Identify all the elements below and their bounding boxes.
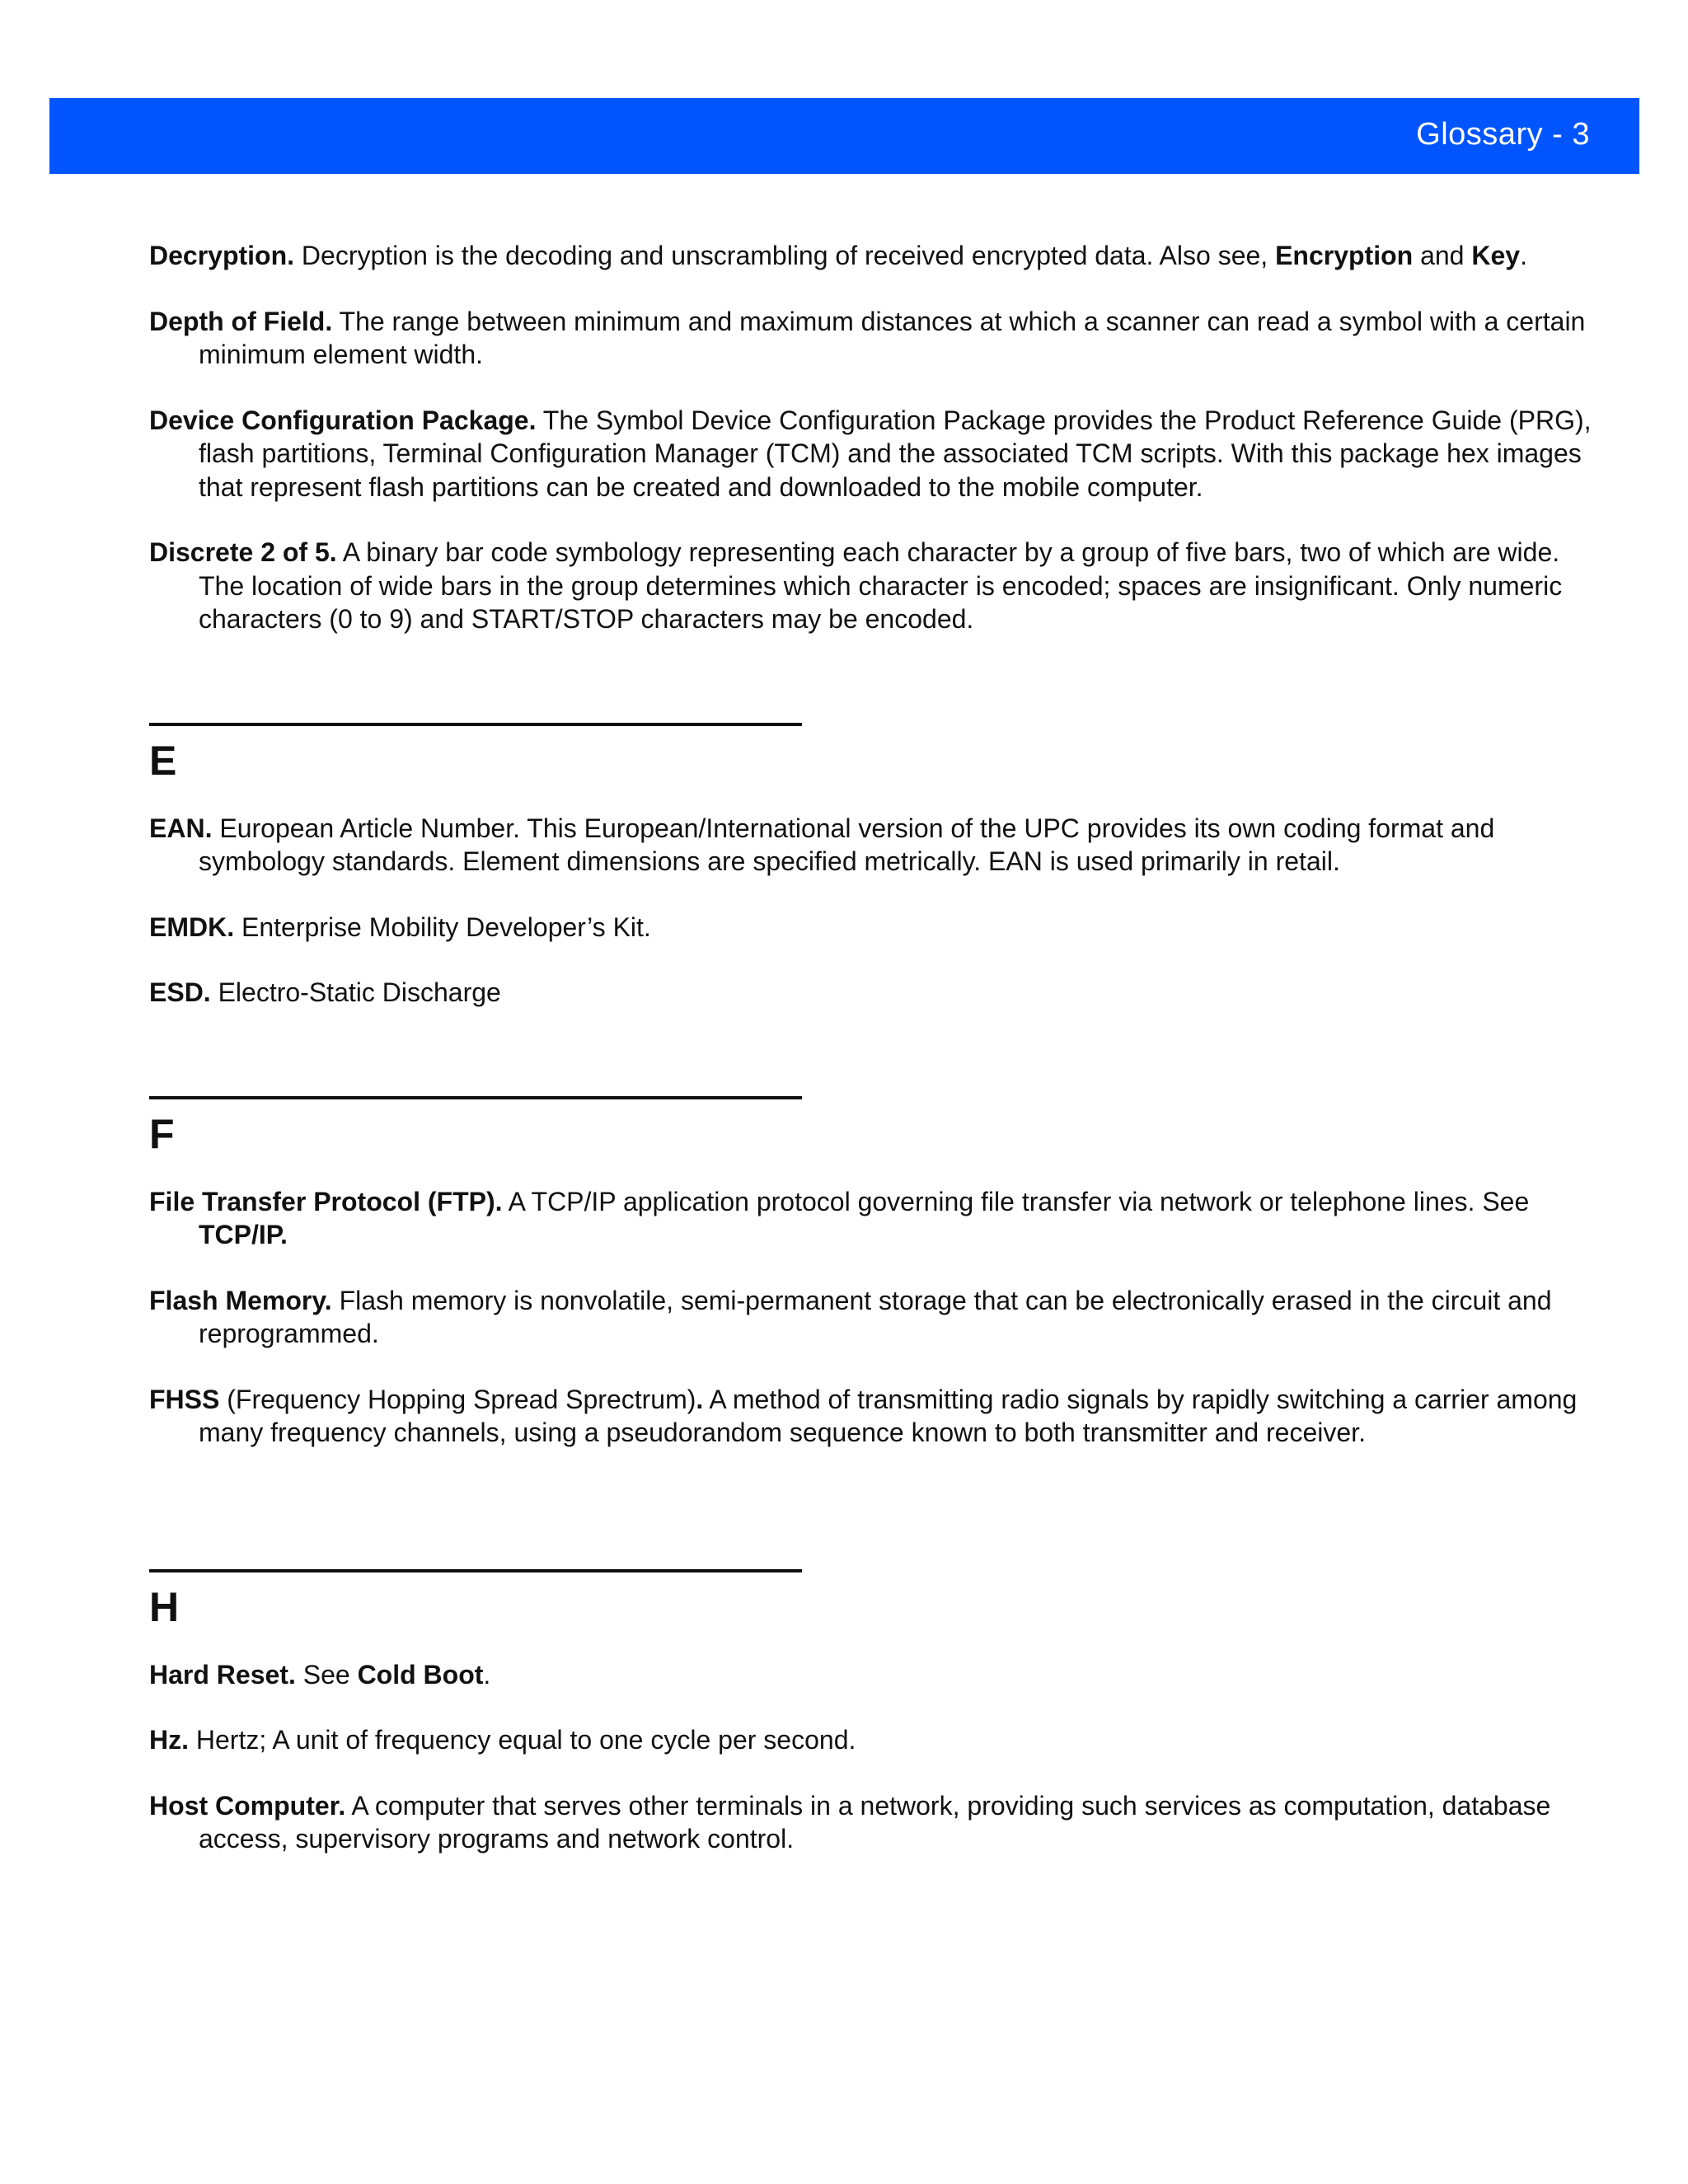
entry-definition: A computer that serves other terminals in a network, providing such services as computation, database access, supervisory programs and network control. [199,1790,1551,1854]
entry-term: Device Configuration Package. [149,405,537,435]
entry-definition: Electro-Static Discharge [210,977,501,1007]
cross-reference[interactable]: Encryption [1275,241,1414,270]
glossary-entry-host-computer [149,1789,1600,1856]
entry-term-dot: . [696,1384,704,1414]
entry-definition: Decryption is the decoding and unscrambling of received encrypted data. Also see, [294,241,1276,270]
entry-definition: Hertz; A unit of frequency equal to one cycle per second. [189,1725,856,1755]
entry-definition: A method of transmitting radio signals by rapidly switching a carrier among many frequency channels, using a pseudorandom sequence known to both transmitter and receiver. [199,1384,1578,1447]
page-title: Glossary - 3 [1416,117,1590,152]
glossary-entry-device-configuration-package [149,404,1600,504]
entry-definition: European Article Number. This European/International version of the UPC provides its own coding format and symbology standards. Element dimensions are specified metrically. EAN is used primarily in retail. [199,813,1495,876]
entry-definition: and [1413,241,1472,270]
entry-definition: (Frequency Hopping Spread Sprectrum) [219,1384,696,1414]
entry-term: Decryption. [149,241,295,270]
entry-term: File Transfer Protocol (FTP). [149,1186,503,1216]
glossary-entry-decryption [149,239,1600,273]
entry-term: Discrete 2 of 5. [149,537,337,567]
section-letter: H [149,1583,180,1630]
glossary-entry-fhss [149,1383,1600,1450]
entry-term: Hz. [149,1725,189,1755]
section-divider [149,1569,802,1572]
section-letter: F [149,1110,175,1157]
section-letter: E [149,737,177,784]
entry-term: ESD. [149,977,211,1007]
section-divider [149,1096,802,1099]
section-f [149,1096,1600,1450]
entry-definition: A TCP/IP application protocol governing file transfer via network or telephone lines. See [502,1186,1530,1216]
section-divider [149,723,802,726]
glossary-entry-ftp [149,1185,1600,1252]
section-h [149,1569,1600,1856]
glossary-entry-ean [149,812,1600,879]
entry-definition: See [295,1659,358,1690]
entry-definition: Flash memory is nonvolatile, semi-permanent storage that can be electronically erased in the circuit and reprogrammed. [199,1285,1552,1348]
section-e [149,723,1600,1010]
glossary-entry-depth-of-field [149,305,1600,372]
entry-term: Flash Memory. [149,1285,332,1315]
glossary-entry-hz [149,1723,1600,1757]
entry-definition: . [1520,241,1527,270]
cross-reference[interactable]: TCP/IP. [199,1220,288,1249]
entry-term: EMDK. [149,912,235,942]
entry-definition: . [483,1659,491,1690]
entry-term: EAN. [149,813,213,843]
entry-term: Host Computer. [149,1790,346,1821]
glossary-entry-hard-reset [149,1658,1600,1692]
entry-definition: The Symbol Device Configuration Package provides the Product Reference Guide (PRG), flash partitions, Terminal Configuration Manager (TCM) and the associated TCM scripts. With this package hex images that represent flash partitions can be created and downloaded to the mobile computer. [199,405,1592,502]
entry-definition: The range between minimum and maximum distances at which a scanner can read a symbol with a certain minimum element width. [199,306,1586,369]
entry-definition: A binary bar code symbology representing each character by a group of five bars, two of which are wide. The location of wide bars in the group determines which character is encoded; spaces are insignificant. Only numeric characters (0 to 9) and START/STOP characters may be encoded. [199,537,1563,634]
header-bar [49,98,1639,174]
cross-reference[interactable]: Key [1471,241,1521,270]
cross-reference[interactable]: Cold Boot [357,1659,484,1690]
entry-term: FHSS [149,1384,220,1414]
entry-definition: Enterprise Mobility Developer’s Kit. [234,912,651,942]
glossary-entry-esd [149,976,1600,1010]
glossary-entry-flash-memory [149,1284,1600,1351]
glossary-entry-discrete-2-of-5 [149,536,1600,636]
glossary-content [149,239,1600,1888]
entry-term: Hard Reset. [149,1659,296,1690]
entry-term: Depth of Field. [149,306,333,336]
glossary-entry-emdk [149,911,1600,944]
